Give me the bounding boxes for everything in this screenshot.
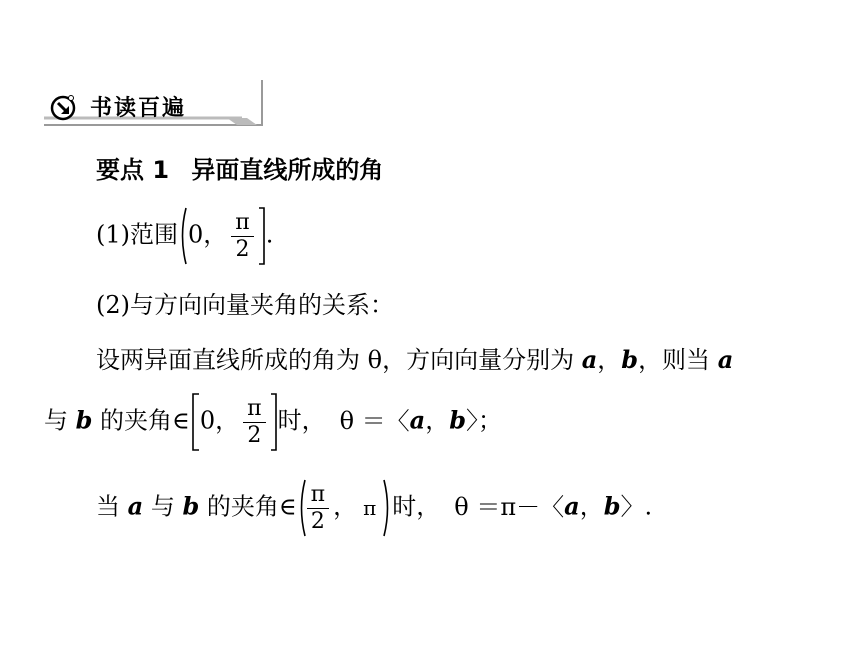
section-title — [96, 150, 383, 185]
case2-text-4: 时， — [392, 492, 441, 521]
case1-theta-eq: θ ＝〈 — [339, 406, 410, 435]
right-bracket — [270, 392, 278, 452]
intro-text-2: ，则当 — [638, 346, 718, 374]
vector-a-2: a — [717, 345, 734, 374]
case2-end: 〉. — [620, 492, 653, 521]
fraction-pi-over-2 — [243, 396, 265, 449]
case2-comma: ， — [333, 492, 358, 521]
relation-line: (2)与方向向量夹角的关系： — [96, 291, 394, 319]
case2-line — [96, 478, 652, 538]
case1-text-1: 与 — [44, 406, 76, 435]
vector-a: a — [409, 405, 426, 435]
vector-b: b — [182, 491, 200, 521]
right-bracket — [258, 206, 266, 266]
vector-b-2: b — [603, 491, 621, 521]
section-label: 要点 1 — [96, 156, 170, 184]
arrow-circle-icon — [50, 95, 76, 121]
range-line — [96, 206, 273, 266]
range-prefix: (1)范围 — [96, 220, 178, 249]
intro-line — [96, 340, 733, 375]
vector-b-2: b — [449, 405, 466, 435]
case2-text-3: 的夹角∈ — [199, 492, 297, 521]
intro-comma: ， — [597, 346, 622, 374]
right-paren — [382, 478, 392, 538]
case2-comma-2: ， — [579, 492, 604, 521]
case1-comma: ， — [425, 406, 450, 435]
fraction-numerator: π — [235, 209, 250, 235]
case1-text-3: 时， — [277, 406, 326, 435]
range-suffix: . — [265, 220, 274, 249]
fraction-numerator: π — [247, 395, 262, 421]
case2-pi: π — [363, 495, 377, 520]
fraction-denominator: 2 — [310, 508, 325, 534]
fraction-denominator: 2 — [247, 422, 262, 448]
vector-b: b — [621, 345, 639, 374]
left-paren — [297, 478, 307, 538]
fraction-numerator: π — [310, 481, 326, 507]
vector-a-2: a — [564, 491, 580, 521]
case2-theta-eq: θ ＝π－〈 — [454, 492, 565, 521]
vector-a: a — [581, 345, 598, 374]
case1-zero: 0， — [199, 406, 240, 435]
header-title: 书读百遍 — [90, 96, 187, 121]
fraction-pi-over-2 — [307, 482, 329, 535]
vector-a: a — [127, 491, 144, 521]
left-bracket — [190, 392, 200, 452]
case1-text-2: 的夹角∈ — [92, 406, 190, 435]
case1-end: 〉； — [466, 406, 502, 435]
fraction-pi-over-2 — [231, 210, 253, 263]
vector-b: b — [75, 405, 93, 435]
section-title-text: 异面直线所成的角 — [191, 156, 384, 184]
intro-text-1: 设两异面直线所成的角为 θ，方向向量分别为 — [96, 346, 582, 374]
fraction-denominator: 2 — [235, 236, 250, 262]
left-paren — [178, 206, 188, 266]
case2-text-2: 与 — [143, 492, 183, 521]
case1-line — [44, 392, 502, 452]
case2-text-1: 当 — [96, 492, 128, 521]
range-zero: 0， — [188, 220, 228, 249]
